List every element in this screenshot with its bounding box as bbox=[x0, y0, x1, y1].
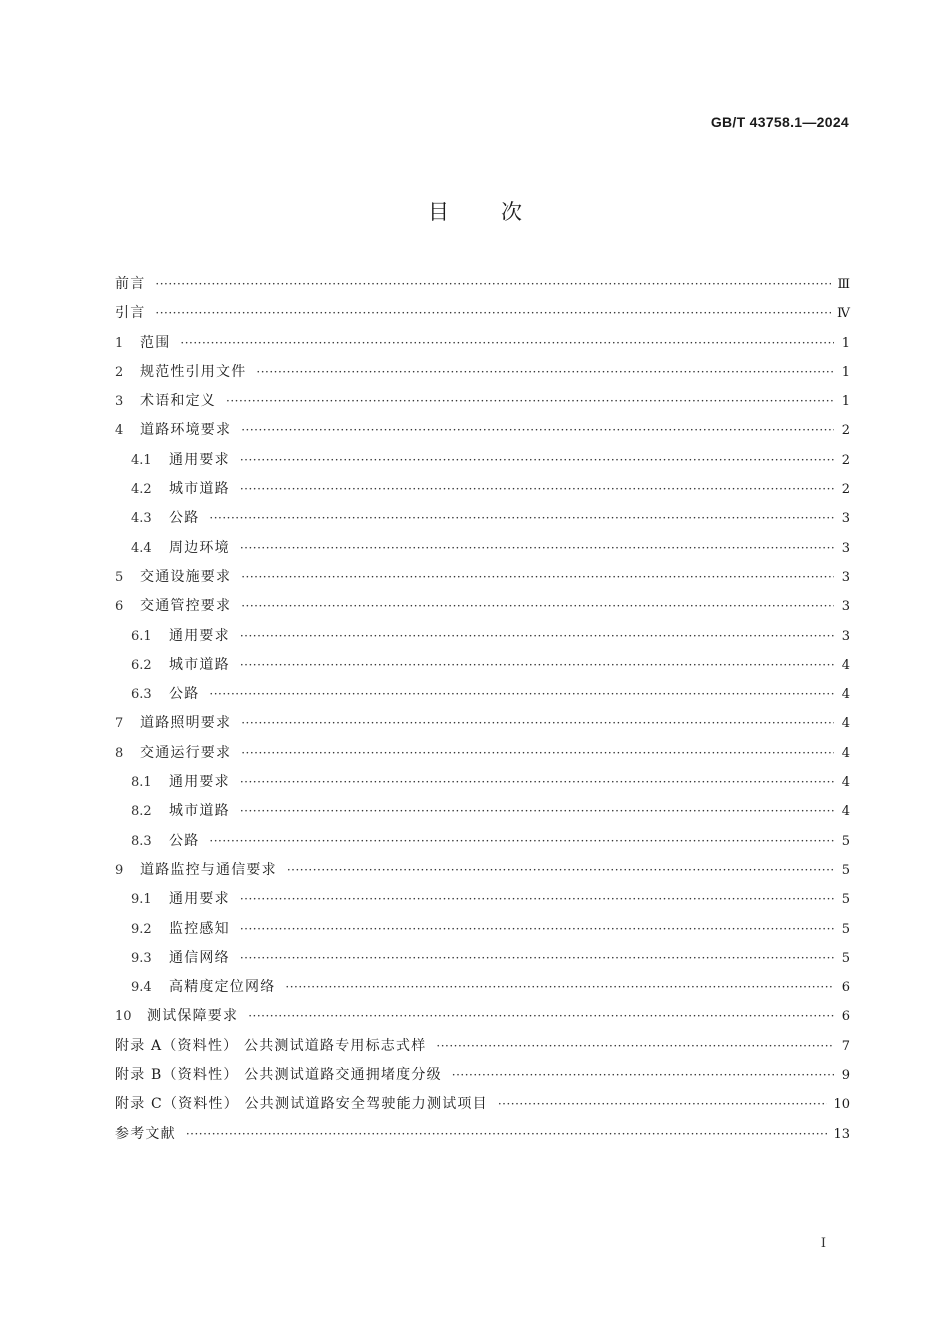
toc-entry-number: 9 bbox=[115, 862, 124, 878]
toc-entry-number: 7 bbox=[115, 716, 124, 732]
toc-entry-label: 通用要求 bbox=[169, 891, 230, 908]
toc-entry-label: 通用要求 bbox=[169, 451, 230, 468]
toc-entry-label: 道路环境要求 bbox=[140, 422, 232, 439]
toc-entry-label: 城市道路 bbox=[169, 481, 230, 498]
toc-entry[interactable] bbox=[115, 622, 850, 651]
toc-entry[interactable] bbox=[115, 270, 850, 299]
toc-dot-leader bbox=[240, 534, 834, 563]
toc-entry-label: 规范性引用文件 bbox=[140, 363, 247, 380]
toc-entry[interactable] bbox=[115, 680, 850, 709]
toc-entry-label: 交通运行要求 bbox=[140, 744, 232, 761]
toc-entry[interactable] bbox=[115, 651, 850, 680]
toc-dot-leader bbox=[241, 739, 834, 768]
toc-entry-label: 周边环境 bbox=[169, 539, 230, 556]
toc-entry[interactable] bbox=[115, 1061, 850, 1090]
toc-entry-page: 4 bbox=[841, 804, 850, 820]
toc-entry-page: 4 bbox=[841, 716, 850, 732]
toc-entry[interactable] bbox=[115, 768, 850, 797]
toc-entry-page: 5 bbox=[841, 862, 850, 878]
toc-entry[interactable] bbox=[115, 915, 850, 944]
toc-entry-page: Ⅲ bbox=[837, 277, 850, 292]
toc-entry[interactable] bbox=[115, 797, 850, 826]
toc-entry-page: 5 bbox=[841, 892, 850, 908]
toc-dot-leader bbox=[226, 387, 834, 416]
toc-dot-leader bbox=[240, 915, 834, 944]
standard-number: GB/T 43758.1—2024 bbox=[710, 114, 849, 130]
toc-entry[interactable] bbox=[115, 358, 850, 387]
toc-entry-page: 5 bbox=[841, 833, 850, 849]
toc-entry-label: 公路 bbox=[169, 832, 200, 849]
toc-dot-leader bbox=[240, 944, 834, 973]
toc-entry[interactable] bbox=[115, 534, 850, 563]
toc-entry[interactable] bbox=[115, 944, 850, 973]
toc-dot-leader bbox=[240, 768, 834, 797]
toc-entry-page: 5 bbox=[841, 950, 850, 966]
toc-entry-number: 4.3 bbox=[131, 511, 152, 527]
toc-dot-leader bbox=[180, 329, 834, 358]
toc-entry-number: 3 bbox=[115, 394, 124, 410]
toc-dot-leader bbox=[240, 885, 834, 914]
toc-dot-leader bbox=[240, 622, 834, 651]
toc-entry-number: 9.4 bbox=[131, 980, 152, 996]
toc-entry-number: 6 bbox=[115, 599, 124, 615]
toc-dot-leader bbox=[240, 446, 834, 475]
toc-entry[interactable] bbox=[115, 416, 850, 445]
toc-entry-page: 3 bbox=[841, 540, 850, 556]
toc-entry[interactable] bbox=[115, 329, 850, 358]
toc-entry[interactable] bbox=[115, 592, 850, 621]
toc-entry-label: 城市道路 bbox=[169, 656, 230, 673]
toc-dot-leader bbox=[155, 299, 831, 328]
toc-entry-number: 2 bbox=[115, 364, 124, 380]
toc-entry-page: 1 bbox=[841, 394, 850, 410]
toc-entry-page: 2 bbox=[841, 423, 850, 439]
toc-entry-page: 13 bbox=[833, 1126, 850, 1142]
toc-entry[interactable] bbox=[115, 739, 850, 768]
toc-entry-label: 前言 bbox=[115, 276, 146, 292]
toc-dot-leader bbox=[452, 1061, 834, 1090]
toc-entry-page: 3 bbox=[841, 628, 850, 644]
toc-entry-page: 1 bbox=[841, 364, 850, 380]
table-of-contents bbox=[115, 270, 850, 1149]
toc-entry[interactable] bbox=[115, 1002, 850, 1031]
toc-entry-page: 2 bbox=[841, 452, 850, 468]
toc-entry-number: 6.2 bbox=[131, 657, 152, 673]
toc-entry-number: 6.3 bbox=[131, 687, 152, 703]
toc-entry-label: 引言 bbox=[115, 305, 146, 322]
toc-dot-leader bbox=[436, 1032, 834, 1061]
toc-entry-number: 9.2 bbox=[131, 921, 152, 937]
toc-entry-page: 3 bbox=[841, 569, 850, 585]
toc-entry-number: 9.3 bbox=[131, 950, 152, 966]
toc-entry-page: 4 bbox=[841, 775, 850, 791]
toc-entry-number: 4.1 bbox=[131, 452, 152, 468]
toc-entry-label: 高精度定位网络 bbox=[169, 979, 276, 996]
toc-entry-label: 范围 bbox=[140, 334, 171, 351]
toc-entry-label: 测试保障要求 bbox=[147, 1008, 239, 1025]
toc-entry[interactable] bbox=[115, 563, 850, 592]
toc-entry[interactable] bbox=[115, 1090, 850, 1119]
toc-entry[interactable] bbox=[115, 387, 850, 416]
toc-dot-leader bbox=[256, 358, 834, 387]
toc-entry-label: 通用要求 bbox=[169, 627, 230, 644]
toc-entry-label: 附录 B（资料性） 公共测试道路交通拥堵度分级 bbox=[115, 1067, 442, 1084]
toc-dot-leader bbox=[241, 563, 834, 592]
toc-entry-number: 8.1 bbox=[131, 775, 152, 791]
toc-entry-page: 3 bbox=[841, 599, 850, 615]
toc-entry[interactable] bbox=[115, 446, 850, 475]
toc-entry-page: 1 bbox=[841, 335, 850, 351]
toc-entry-page: 6 bbox=[841, 980, 850, 996]
toc-entry-page: Ⅳ bbox=[837, 306, 850, 322]
toc-dot-leader bbox=[209, 504, 834, 533]
toc-entry[interactable] bbox=[115, 1120, 850, 1149]
toc-dot-leader bbox=[287, 856, 834, 885]
toc-entry-number: 8.2 bbox=[131, 804, 152, 820]
toc-entry[interactable] bbox=[115, 973, 850, 1002]
toc-entry-label: 监控感知 bbox=[169, 920, 230, 937]
toc-dot-leader bbox=[241, 592, 834, 621]
toc-entry[interactable] bbox=[115, 475, 850, 504]
toc-dot-leader bbox=[240, 651, 834, 680]
toc-entry-label: 通信网络 bbox=[169, 949, 230, 966]
toc-entry-page: 4 bbox=[841, 745, 850, 761]
toc-entry-label: 术语和定义 bbox=[140, 393, 216, 410]
toc-dot-leader bbox=[240, 797, 834, 826]
toc-dot-leader bbox=[209, 680, 834, 709]
toc-entry-label: 附录 C（资料性） 公共测试道路安全驾驶能力测试项目 bbox=[115, 1096, 488, 1113]
toc-entry-label: 城市道路 bbox=[169, 803, 230, 820]
toc-entry-page: 6 bbox=[841, 1009, 850, 1025]
toc-dot-leader bbox=[240, 475, 834, 504]
toc-entry[interactable] bbox=[115, 1032, 850, 1061]
toc-dot-leader bbox=[186, 1120, 828, 1149]
toc-entry[interactable] bbox=[115, 709, 850, 738]
toc-dot-leader bbox=[209, 827, 834, 856]
toc-entry[interactable] bbox=[115, 504, 850, 533]
toc-entry-label: 道路照明要求 bbox=[140, 715, 232, 732]
toc-entry-page: 4 bbox=[841, 687, 850, 703]
toc-entry-page: 5 bbox=[841, 921, 850, 937]
toc-dot-leader bbox=[498, 1090, 828, 1119]
toc-entry-page: 9 bbox=[841, 1068, 850, 1084]
page-number: Ⅰ bbox=[820, 1236, 826, 1251]
toc-entry-number: 4.4 bbox=[131, 540, 152, 556]
toc-entry-page: 4 bbox=[841, 657, 850, 673]
toc-entry[interactable] bbox=[115, 856, 850, 885]
toc-entry-label: 公路 bbox=[169, 510, 200, 527]
toc-title: 目次 bbox=[428, 200, 574, 224]
toc-entry[interactable] bbox=[115, 827, 850, 856]
toc-entry-number: 1 bbox=[115, 335, 124, 351]
toc-entry-number: 8.3 bbox=[131, 833, 152, 849]
toc-entry-label: 通用要求 bbox=[169, 774, 230, 791]
toc-entry-page: 10 bbox=[833, 1097, 850, 1113]
toc-entry-number: 5 bbox=[115, 569, 124, 585]
toc-entry-label: 交通设施要求 bbox=[140, 568, 232, 585]
toc-entry[interactable] bbox=[115, 885, 850, 914]
toc-entry-number: 9.1 bbox=[131, 892, 152, 908]
toc-entry-number: 4 bbox=[115, 423, 124, 439]
toc-entry-number: 4.2 bbox=[131, 482, 152, 498]
toc-entry-label: 参考文献 bbox=[115, 1125, 176, 1142]
toc-dot-leader bbox=[155, 270, 831, 299]
toc-dot-leader bbox=[241, 416, 834, 445]
toc-dot-leader bbox=[285, 973, 834, 1002]
toc-entry[interactable] bbox=[115, 299, 850, 328]
toc-entry-number: 10 bbox=[115, 1009, 132, 1025]
toc-entry-page: 3 bbox=[841, 511, 850, 527]
toc-entry-page: 7 bbox=[841, 1038, 850, 1054]
toc-dot-leader bbox=[248, 1002, 834, 1031]
toc-entry-label: 附录 A（资料性） 公共测试道路专用标志式样 bbox=[115, 1037, 427, 1054]
toc-dot-leader bbox=[241, 709, 834, 738]
toc-entry-number: 8 bbox=[115, 745, 124, 761]
toc-entry-number: 6.1 bbox=[131, 628, 152, 644]
toc-entry-label: 道路监控与通信要求 bbox=[140, 861, 277, 878]
toc-entry-label: 交通管控要求 bbox=[140, 598, 232, 615]
toc-entry-page: 2 bbox=[841, 482, 850, 498]
toc-entry-label: 公路 bbox=[169, 686, 200, 703]
